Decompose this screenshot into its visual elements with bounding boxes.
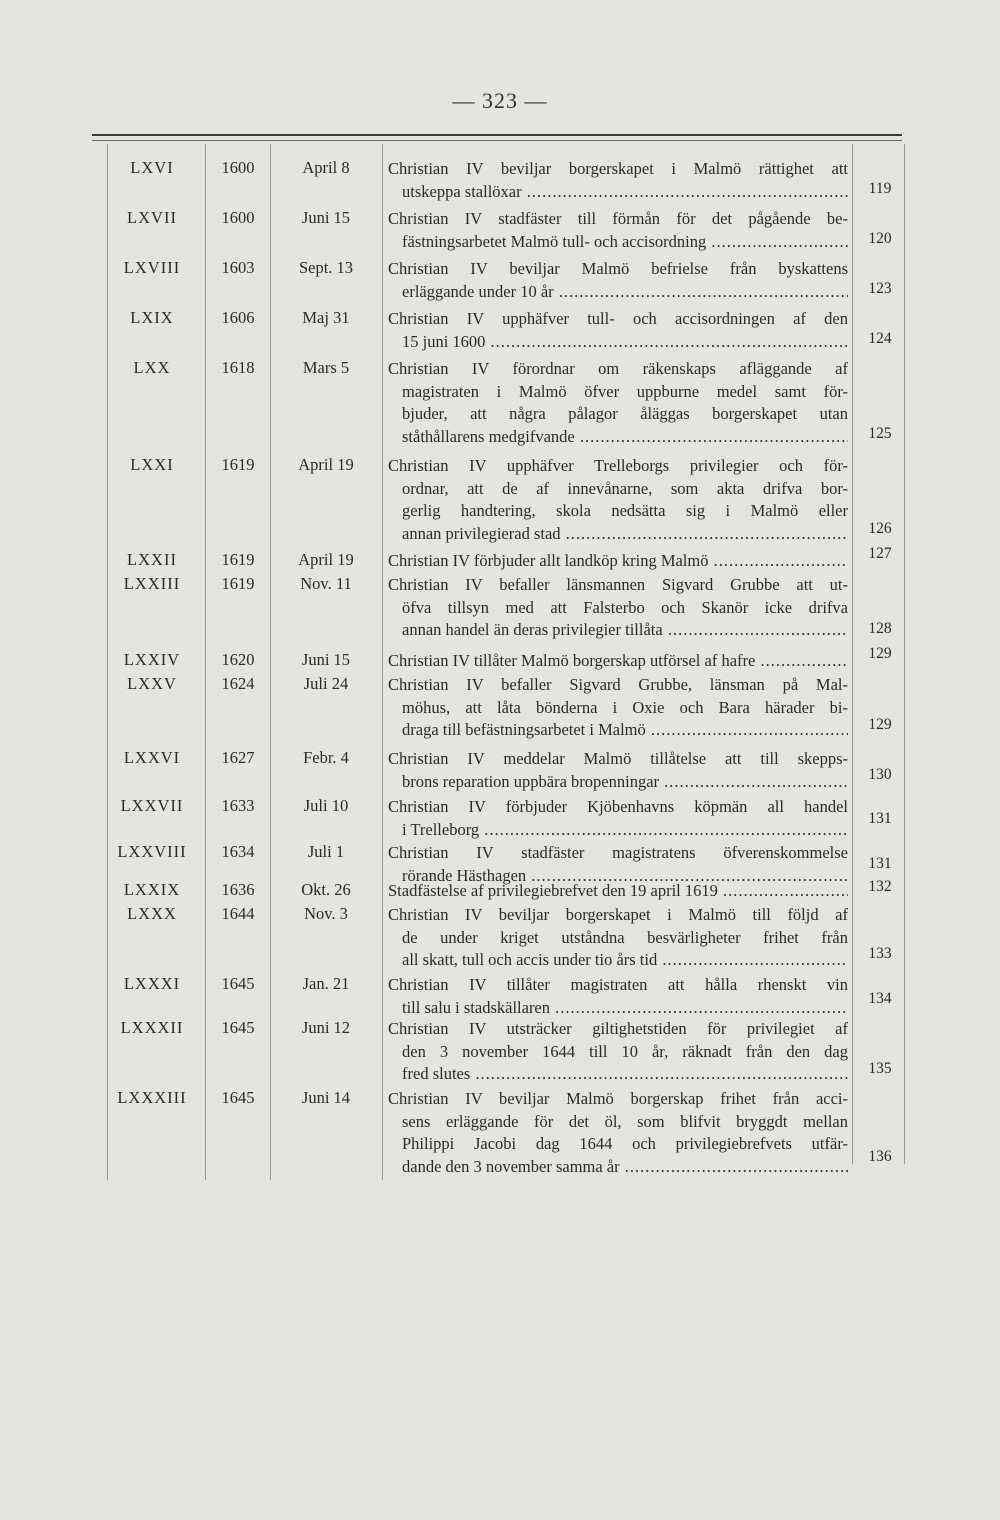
entry-number: LXXIII (123, 574, 181, 593)
entry-page-reference: 127 (868, 545, 892, 562)
entry-description (388, 904, 848, 972)
entry-description-line: annan privilegierad stad ..... (388, 523, 848, 546)
entry-description-line: fred slutes ..... (388, 1063, 848, 1086)
entry-description-line: annan handel än deras privilegier tillåta ..... (388, 619, 848, 642)
entry-number: LXXXIII (117, 1088, 187, 1107)
entry-description-line: all skatt, tull och accis under tio års tid ..... (388, 949, 848, 972)
entry-number: LXXXII (120, 1018, 184, 1037)
entry-number: LXXII (127, 550, 177, 569)
entry-description (388, 880, 848, 903)
entry-page-reference: 133 (868, 945, 892, 962)
entry-description-line: Christian IV stadfäster till förmån för det pågående be- (388, 209, 848, 228)
entry-number: LXXIV (123, 650, 181, 669)
entry-year: 1636 (221, 880, 255, 899)
entry-year: 1620 (221, 650, 255, 669)
entry-description (388, 258, 848, 303)
entry-date: Febr. 4 (303, 748, 349, 767)
column-divider (270, 144, 271, 1180)
top-rule-thin (92, 140, 902, 141)
entry-description-line: Christian IV förbjuder allt landköp kring Malmö ..... (388, 550, 848, 573)
entry-page-reference: 130 (868, 766, 892, 783)
entry-number: LXXX (127, 904, 177, 923)
entry-year: 1644 (221, 904, 255, 923)
entry-description-line: de under kriget utståndna besvärligheter frihet från (402, 927, 848, 947)
entry-year: 1618 (221, 358, 255, 377)
entry-year: 1603 (221, 258, 255, 277)
entry-page-reference: 129 (868, 645, 892, 662)
entry-description-line: Christian IV tillåter Malmö borgerskap utförsel af hafre ..... (388, 650, 848, 673)
entry-number: LXXV (127, 674, 177, 693)
entry-description (388, 158, 848, 203)
entry-description (388, 650, 848, 673)
entry-date: Jan. 21 (302, 974, 350, 993)
entry-description-line: ordnar, att de af innevånarne, som akta drifva bor- (402, 478, 848, 498)
entry-date: Nov. 3 (304, 904, 348, 923)
entry-description-line: rörande Hästhagen ..... (388, 865, 848, 888)
entry-page-reference: 124 (868, 330, 892, 347)
column-divider (205, 144, 206, 1180)
entry-description (388, 748, 848, 793)
entry-date: Juli 1 (307, 842, 345, 861)
entry-description-line: i Trelleborg ..... (388, 819, 848, 842)
entry-description-line: draga till befästningsarbetet i Malmö ..... (388, 719, 848, 742)
entry-description-line: den 3 november 1644 till 10 år, räknadt från den dag (402, 1041, 848, 1061)
entry-description-line: bjuder, att några pålagor åläggas borgerskapet utan (402, 404, 848, 423)
entry-date: Juni 15 (301, 650, 351, 669)
column-divider (382, 144, 383, 1180)
entry-description-line: erläggande under 10 år ..... (388, 281, 848, 304)
entry-year: 1624 (221, 674, 255, 693)
entry-year: 1645 (221, 1088, 255, 1107)
entry-year: 1645 (221, 1018, 255, 1037)
entry-description-line: Christian IV tillåter magistraten att hålla rhenskt vin (388, 975, 848, 994)
entry-description-line: Christian IV förbjuder Kjöbenhavns köpmän all handel (388, 797, 848, 816)
entry-description-line: Christian IV meddelar Malmö tillåtelse att till skepps- (388, 749, 848, 768)
entry-year: 1619 (221, 455, 255, 474)
entry-description (388, 796, 848, 841)
entry-date: Juni 15 (301, 208, 351, 227)
entry-description-line: Christian IV stadfäster magistratens öfverenskommelse (388, 843, 848, 862)
entry-description-line: Christian IV upphäfver tull- och accisordningen af den (388, 309, 848, 328)
entry-description (388, 1018, 848, 1086)
entry-year: 1634 (221, 842, 255, 861)
entry-description (388, 674, 848, 742)
entry-description-line: till salu i stadskällaren ..... (388, 997, 848, 1020)
entry-date: Maj 31 (302, 308, 350, 327)
entry-description-line: brons reparation uppbära bropenningar ..... (388, 771, 848, 794)
entry-page-reference: 125 (868, 425, 892, 442)
entry-description-line: utskeppa stallöxar ..... (388, 181, 848, 204)
entry-description-line: 15 juni 1600 ..... (388, 331, 848, 354)
entry-date: April 19 (298, 550, 354, 569)
entry-year: 1606 (221, 308, 255, 327)
entry-description (388, 455, 848, 545)
entry-description-line: öfva tillsyn med att Falsterbo och Skanör icke drifva (402, 597, 848, 617)
entry-number: LXVI (130, 158, 174, 177)
entry-year: 1619 (221, 550, 255, 569)
entry-description-line: gerlig handtering, skola nedsätta sig i Malmö eller (402, 501, 848, 520)
entry-number: LXXVII (120, 796, 184, 815)
entry-date: Sept. 13 (298, 258, 354, 277)
entry-description (388, 358, 848, 448)
page-number: — 323 — (452, 88, 548, 113)
top-rule (92, 134, 902, 136)
entry-description (388, 574, 848, 642)
entry-page-reference: 131 (868, 855, 892, 872)
entry-page-reference: 131 (868, 810, 892, 827)
entry-number: LXXIX (123, 880, 181, 899)
entry-description-line: Christian IV beviljar Malmö borgerskap frihet från acci- (388, 1089, 848, 1108)
entry-page-reference: 129 (868, 716, 892, 733)
entry-description (388, 308, 848, 353)
entry-description-line: Christian IV befaller Sigvard Grubbe, länsman på Mal- (388, 675, 848, 694)
entry-number: LXXI (130, 455, 174, 474)
entry-description-line: Christian IV förordnar om räkenskaps afläggande af (388, 359, 848, 378)
entry-page-reference: 132 (868, 878, 892, 895)
entry-description-line: Christian IV befaller länsmannen Sigvard Grubbe att ut- (388, 575, 848, 594)
entry-number: LXVIII (123, 258, 181, 277)
entry-year: 1600 (221, 158, 255, 177)
entry-date: Juli 10 (303, 796, 349, 815)
entry-description (388, 550, 848, 573)
entry-description-line: Christian IV beviljar borgerskapet i Malmö till följd af (388, 905, 848, 924)
entry-number: LXIX (130, 308, 174, 327)
entry-date: Okt. 26 (301, 880, 351, 899)
entry-page-reference: 119 (868, 180, 892, 197)
entry-number: LXXXI (123, 974, 181, 993)
entry-description-line: möhus, att låta bönderna i Oxie och Bara härader bi- (402, 697, 848, 717)
entry-page-reference: 120 (868, 230, 892, 247)
entry-number: LXXVIII (117, 842, 187, 861)
entry-description-line: ståthållarens medgifvande ..... (388, 426, 848, 449)
entry-description (388, 208, 848, 253)
entry-number: LXXVI (123, 748, 181, 767)
entry-description-line: Christian IV upphäfver Trelleborgs privilegier och för- (388, 456, 848, 475)
entry-page-reference: 126 (868, 520, 892, 537)
entry-description (388, 1088, 848, 1178)
entry-date: Mars 5 (302, 358, 350, 377)
entry-page-reference: 134 (868, 990, 892, 1007)
column-divider (904, 144, 905, 1164)
entry-date: April 8 (302, 158, 350, 177)
entry-page-reference: 136 (868, 1148, 892, 1165)
column-divider (852, 144, 853, 1164)
entry-page-reference: 128 (868, 620, 892, 637)
entry-date: Juni 12 (301, 1018, 351, 1037)
entry-description-line: sens erläggande för det öl, som blifvit bryggdt mellan (402, 1111, 848, 1131)
entry-page-reference: 135 (868, 1060, 892, 1077)
entry-number: LXX (133, 358, 171, 377)
entry-description-line: Christian IV beviljar Malmö befrielse från byskattens (388, 259, 848, 278)
entry-description-line: fästningsarbetet Malmö tull- och accisordning ..... (388, 231, 848, 254)
entry-year: 1600 (221, 208, 255, 227)
entry-description-line: dande den 3 november samma år ..... (388, 1156, 848, 1179)
entry-year: 1619 (221, 574, 255, 593)
entry-description-line: Philippi Jacobi dag 1644 och privilegiebrefvets utfär- (402, 1134, 848, 1153)
entry-year: 1627 (221, 748, 255, 767)
entry-date: April 19 (298, 455, 354, 474)
entry-page-reference: 123 (868, 280, 892, 297)
entry-description-line: Christian IV beviljar borgerskapet i Malmö rättighet att (388, 159, 848, 178)
entry-description (388, 974, 848, 1019)
entry-date: Juni 14 (301, 1088, 351, 1107)
entry-year: 1633 (221, 796, 255, 815)
entry-date: Nov. 11 (300, 574, 352, 593)
entry-date: Juli 24 (303, 674, 349, 693)
entry-description-line: Stadfästelse af privilegiebrefvet den 19 april 1619 ..... (388, 880, 848, 903)
entry-description-line: Christian IV utsträcker giltighetstiden för privilegiet af (388, 1019, 848, 1038)
entry-year: 1645 (221, 974, 255, 993)
entry-description-line: magistraten i Malmö öfver uppburne medel samt för- (402, 381, 848, 401)
entry-number: LXVII (127, 208, 177, 227)
